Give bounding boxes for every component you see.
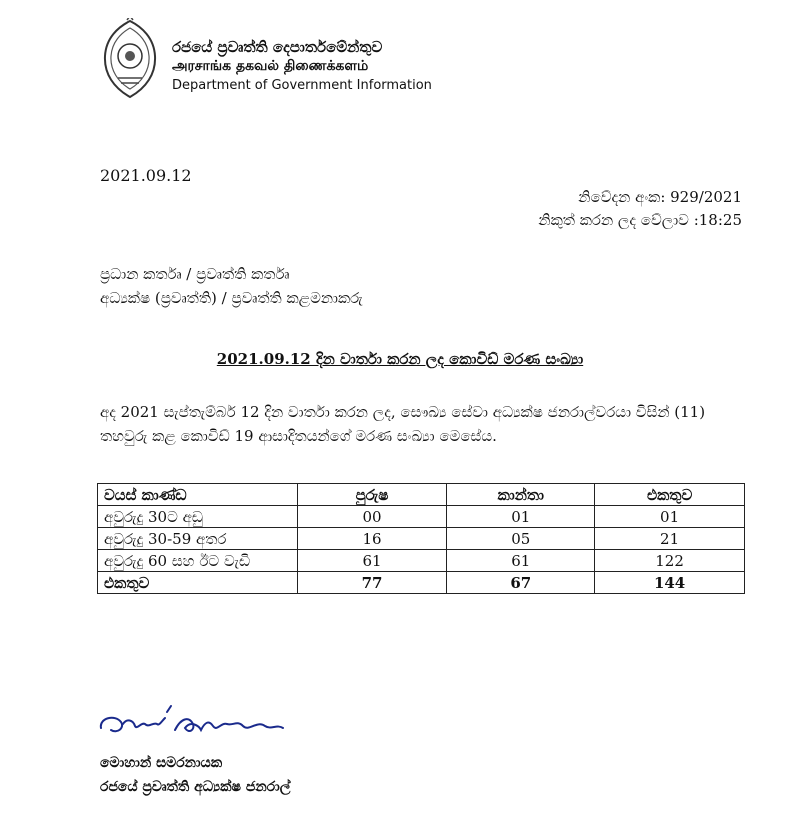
release-meta <box>538 186 742 232</box>
column-header-age-group: වයස් කාණ්ඩ <box>98 484 298 506</box>
signer-block <box>100 751 290 799</box>
dept-name-sinhala: රජයේ ප්‍රවෘත්ති දෙපාර්තමේන්තුව <box>172 38 383 56</box>
release-time: නිකුත් කරන ලද වේලාව :18:25 <box>538 211 742 229</box>
female-cell: 05 <box>447 528 595 550</box>
release-number: නිවේදන අංක: 929/2021 <box>578 188 742 206</box>
total-label-cell: එකතුව <box>98 572 298 594</box>
table-header-row <box>98 484 745 506</box>
release-date: 2021.09.12 <box>100 166 192 185</box>
column-header-female: කාන්තා <box>447 484 595 506</box>
grand-total-cell: 144 <box>595 572 745 594</box>
table-row <box>98 528 745 550</box>
column-header-male: පුරුෂ <box>297 484 447 506</box>
signer-name: මොහාන් සමරනායක <box>100 755 223 771</box>
female-total-cell: 67 <box>447 572 595 594</box>
dept-name-english: Department of Government Information <box>172 78 432 93</box>
total-cell: 21 <box>595 528 745 550</box>
age-group-cell: අවුරුදු 60 සහ ඊට වැඩි <box>98 550 298 572</box>
table-row <box>98 506 745 528</box>
document-title-text: 2021.09.12 දින වාර්තා කරන ලද කොවිඩ් මරණ සංඛ්‍යා <box>216 350 584 368</box>
document-title <box>0 350 800 368</box>
male-cell: 16 <box>297 528 447 550</box>
male-total-cell: 77 <box>297 572 447 594</box>
column-header-total: එකතුව <box>595 484 745 506</box>
letterhead <box>172 38 432 95</box>
deaths-table <box>97 483 745 594</box>
male-cell: 00 <box>297 506 447 528</box>
signer-title: රජයේ ප්‍රවෘත්ති අධ්‍යක්ෂ ජනරාල් <box>100 779 291 795</box>
table-row <box>98 550 745 572</box>
handwritten-signature <box>97 704 287 750</box>
total-cell: 122 <box>595 550 745 572</box>
female-cell: 01 <box>447 506 595 528</box>
age-group-cell: අවුරුදු 30-59 අතර <box>98 528 298 550</box>
dept-name-tamil: அரசாங்க தகவல் திணைக்களம் <box>172 58 369 74</box>
table-total-row <box>98 572 745 594</box>
recipient-line: අධ්‍යක්ෂ (ප්‍රවෘත්ති) / ප්‍රවෘත්ති කළමනාකරු <box>100 289 363 307</box>
male-cell: 61 <box>297 550 447 572</box>
body-paragraph: අද 2021 සැප්තැම්බර් 12 දින වාර්තා කරන ලද, සෞඛ්‍ය සේවා අධ්‍යක්ෂ ජනරාල්වරයා විසින් (11) තහවුරු කළ කොවිඩ් 19 ආසාදිතයන්ගේ මරණ සංඛ්‍යා මෙසේය. <box>100 403 706 445</box>
recipient-line: ප්‍රධාන කර්තෘ / ප්‍රවෘත්ති කර්තෘ <box>100 265 290 283</box>
recipients <box>100 262 363 310</box>
sri-lanka-emblem-icon <box>98 18 162 100</box>
age-group-cell: අවුරුදු 30ට අඩු <box>98 506 298 528</box>
female-cell: 61 <box>447 550 595 572</box>
total-cell: 01 <box>595 506 745 528</box>
